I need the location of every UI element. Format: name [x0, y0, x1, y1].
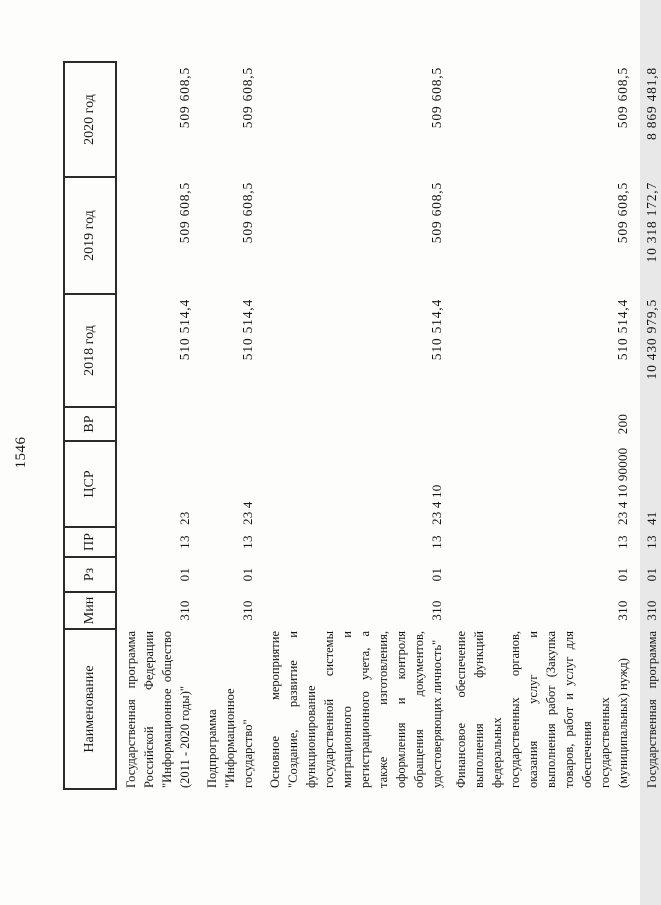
column-header-rz: Рз	[64, 557, 116, 592]
csr-code-cell: 23	[177, 511, 192, 525]
min-code-cell: 310	[177, 600, 192, 621]
column-header-csr: ЦСР	[64, 441, 116, 527]
column-header-pr: ПР	[64, 527, 116, 557]
amount-2020-cell: 509 608,5	[177, 67, 192, 129]
rz-code-cell: 01	[615, 567, 630, 582]
table-row	[632, 62, 661, 789]
vr-code-cell: 200	[615, 413, 630, 435]
table-row	[116, 62, 194, 789]
amount-2020-cell: 509 608,5	[429, 67, 444, 129]
budget-table	[63, 61, 661, 790]
column-header-y2020: 2020 год	[64, 62, 116, 177]
amount-2020-cell: 509 608,5	[615, 67, 630, 129]
amount-2019-cell: 509 608,5	[615, 182, 630, 244]
table-row	[194, 62, 257, 789]
name-cell: Основное мероприятие "Создание, развитие и функционирование государственной системы миграционного и регистрационного учета, а также изготовления, оформления и контроля обращения документов, удостоверяющих личность"	[268, 631, 444, 788]
amount-2018-cell: 510 514,4	[615, 299, 630, 361]
csr-code-cell: 23 4 10	[429, 484, 444, 525]
vr-code-cell	[194, 407, 257, 441]
csr-code-cell: 23 4	[240, 501, 255, 525]
min-code-cell: 310	[429, 600, 444, 621]
min-code-cell: 310	[644, 600, 659, 621]
amount-2020-cell: 509 608,5	[240, 67, 255, 129]
amount-2020-cell: 8 869 481,8	[644, 67, 659, 140]
rz-code-cell: 01	[429, 567, 444, 582]
column-header-y2018: 2018 год	[64, 294, 116, 407]
pr-code-cell: 13	[644, 535, 659, 549]
table-row	[257, 62, 446, 789]
rz-code-cell: 01	[177, 567, 192, 582]
amount-2019-cell: 10 318 172,7	[644, 182, 659, 263]
amount-2019-cell: 509 608,5	[177, 182, 192, 244]
vr-code-cell	[116, 407, 194, 441]
pr-code-cell: 13	[429, 535, 444, 549]
csr-code-cell: 23 4 10 90000	[615, 447, 630, 525]
column-header-vr: ВР	[64, 407, 116, 441]
rz-code-cell: 01	[644, 567, 659, 582]
table-header-row	[64, 62, 116, 789]
min-code-cell: 310	[240, 600, 255, 621]
csr-code-cell: 41	[644, 511, 659, 525]
column-header-min: Мин	[64, 592, 116, 629]
name-cell: Государственная программа Российской Федерации "Информационное общество (2011 - 2020 годы)"	[124, 631, 192, 788]
amount-2019-cell: 509 608,5	[240, 182, 255, 244]
amount-2019-cell: 509 608,5	[429, 182, 444, 244]
table-row	[446, 62, 632, 789]
name-cell: Государственная программа	[645, 631, 659, 788]
pr-code-cell: 13	[615, 535, 630, 549]
rz-code-cell: 01	[240, 567, 255, 582]
pr-code-cell: 13	[177, 535, 192, 549]
amount-2018-cell: 510 514,4	[240, 299, 255, 361]
column-header-y2019: 2019 год	[64, 177, 116, 294]
amount-2018-cell: 510 514,4	[429, 299, 444, 361]
amount-2018-cell: 510 514,4	[177, 299, 192, 361]
vr-code-cell	[632, 407, 661, 441]
amount-2018-cell: 10 430 979,5	[644, 299, 659, 380]
vr-code-cell	[257, 407, 446, 441]
name-cell: Подпрограмма "Информационное государство"	[205, 688, 255, 788]
page-number: 1546	[13, 436, 29, 469]
name-cell: Финансовое обеспечение выполнения функций федеральных государственных органов, оказания услуг и выполнения работ (Закупка товаров, работ и услуг для обеспечения государственных (муниципальных) нужд)	[454, 631, 630, 788]
pr-code-cell: 13	[240, 535, 255, 549]
min-code-cell: 310	[615, 600, 630, 621]
column-header-name: Наименование	[64, 629, 116, 789]
